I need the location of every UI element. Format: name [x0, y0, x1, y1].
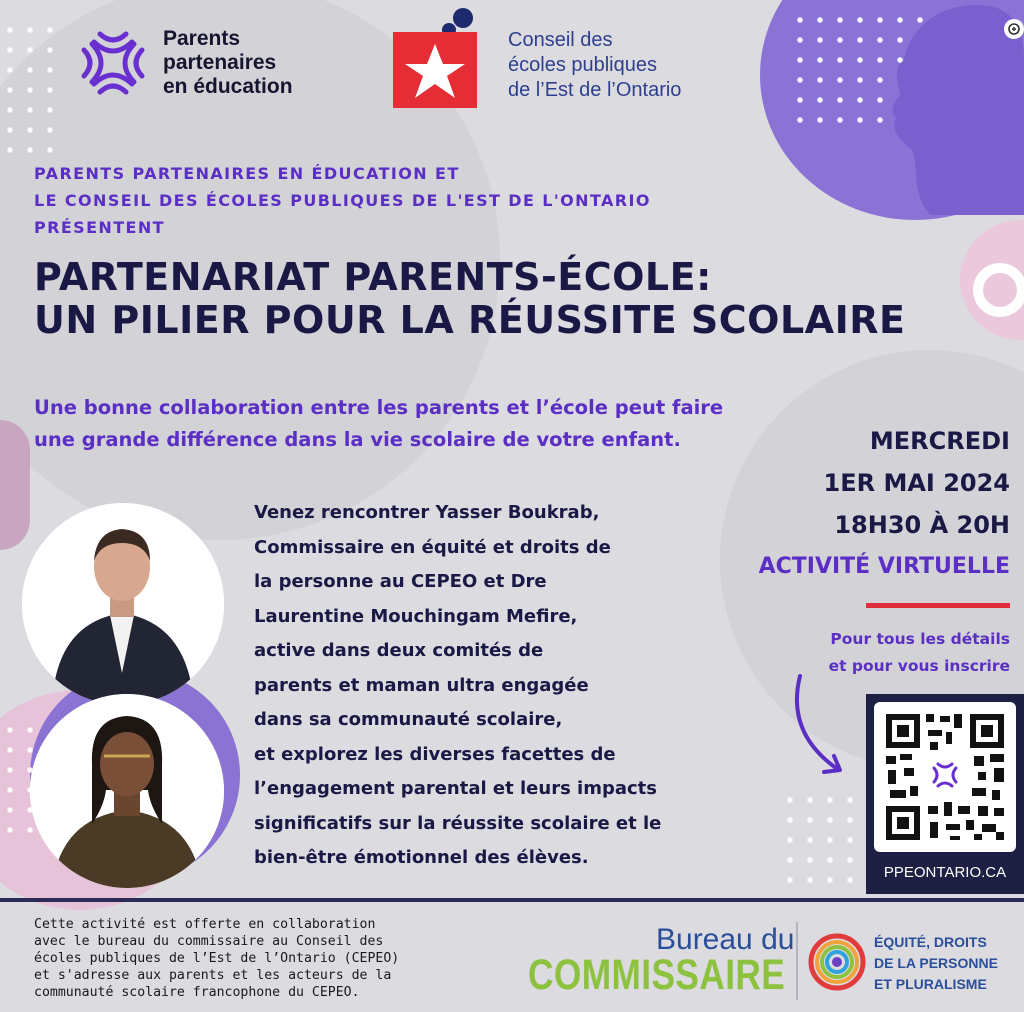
ppe-logo-text: Parents partenaires en éducation	[163, 27, 293, 98]
event-date: 1ER MAI 2024	[823, 469, 1010, 497]
event-subtitle: Une bonne collaboration entre les parents et l’école peut faire une grande différence dans la vie scolaire de votre enfant.	[34, 396, 724, 451]
equity-circle-logo-icon	[808, 922, 866, 1002]
equity-logo-text: ÉQUITÉ, DROITS DE LA PERSONNE ET PLURALISME	[874, 934, 998, 992]
event-day: MERCREDI	[869, 427, 1010, 455]
red-divider	[866, 603, 1010, 608]
registration-details: Pour tous les détails et pour vous inscrire	[828, 630, 1010, 675]
curved-arrow-icon	[784, 672, 854, 782]
footer-note: Cette activité est offerte en collaboration avec le bureau du commissaire au Conseil des écoles publiques de l’Est de l’Ontario (CEPEO) et s'adresse aux parents et les acteurs de la communauté scolaire francophone du CEPEO.	[34, 917, 400, 1000]
footer-logo-divider	[796, 922, 798, 1000]
bg-shape-left-edge	[0, 420, 30, 550]
presenters-heading: PARENTS PARTENAIRES EN ÉDUCATION ET LE CONSEIL DES ÉCOLES PUBLIQUES DE L'EST DE L'ONTARIO PRÉSENTENT	[34, 164, 651, 237]
qr-code-panel[interactable]	[866, 694, 1024, 894]
event-format: ACTIVITÉ VIRTUELLE	[758, 554, 1010, 579]
speaker-photo-laurentine	[30, 694, 224, 888]
ppe-logo-icon	[78, 28, 148, 98]
woman-silhouette-icon	[870, 0, 1024, 215]
ring-decoration-icon	[960, 258, 1024, 322]
bureau-logo-top: Bureau du	[656, 923, 795, 956]
bureau-logo-commissaire: COMMISSAIRE	[528, 951, 786, 999]
event-title: PARTENARIAT PARENTS-ÉCOLE: UN PILIER POUR LA RÉUSSITE SCOLAIRE	[34, 255, 906, 342]
event-date-block	[705, 420, 1010, 588]
footer-divider	[0, 898, 1024, 902]
speaker-photo-yasser	[22, 503, 224, 705]
cepeo-star-logo-icon	[393, 8, 483, 108]
event-description: Venez rencontrer Yasser Boukrab, Commissaire en équité et droits de la personne au CEPEO et Dre Laurentine Mouchingam Mefire, active dans deux comités de parents et maman ultra engagée dans sa communauté scolaire, et explorez les diverses facettes de l’engagement parental et leurs impacts significatifs sur la réussite scolaire et le bien-être émotionnel des élèves.	[254, 502, 662, 868]
dots-pattern-bottom-right	[780, 790, 870, 890]
qr-code-icon[interactable]	[874, 702, 1016, 852]
event-time: 18H30 À 20H	[834, 511, 1010, 539]
dots-pattern-top-left	[0, 20, 60, 160]
website-url[interactable]: PPEONTARIO.CA	[883, 864, 1007, 881]
zoom-plus-icon[interactable]	[1002, 18, 1024, 40]
cepeo-logo-text: Conseil des écoles publiques de l’Est de l’Ontario	[508, 29, 682, 101]
